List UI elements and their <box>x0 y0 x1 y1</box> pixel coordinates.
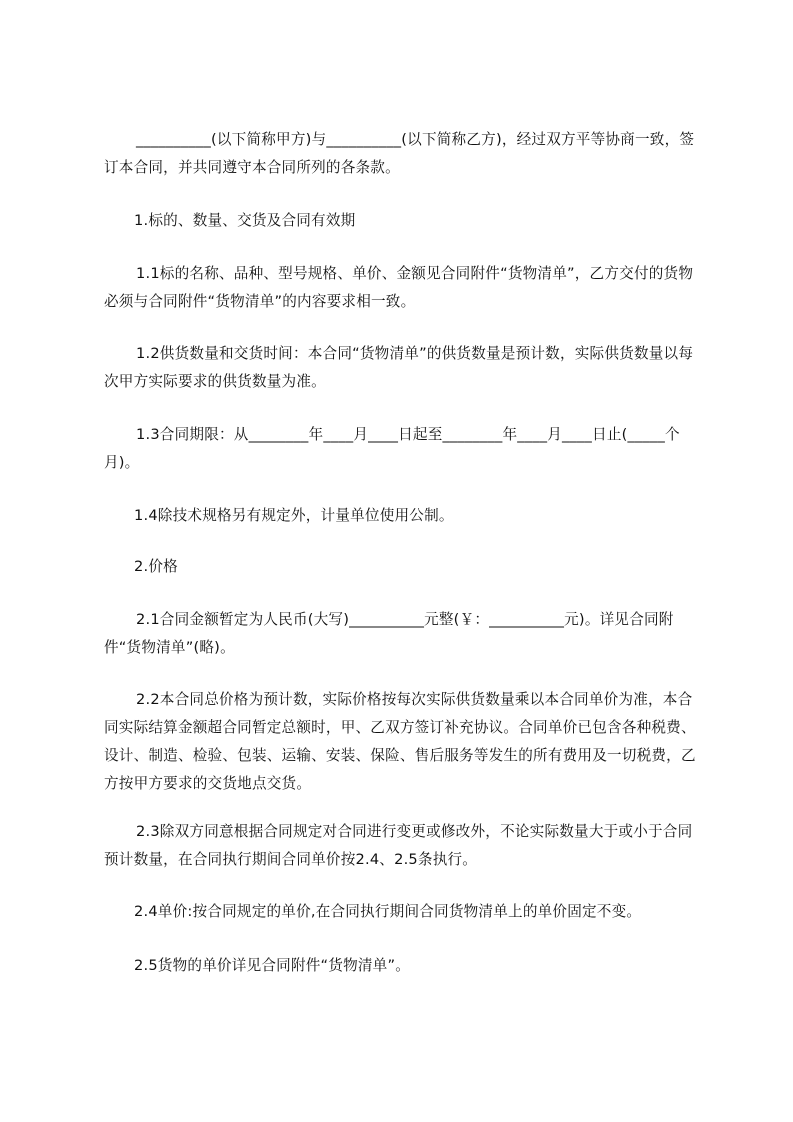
clause-2-3 <box>104 818 704 874</box>
clause-2-3-text: 2.3除双方同意根据合同规定对合同进行变更或修改外，不论实际数量大于或小于合同预计数量，在合同执行期间合同单价按2.4、2.5条执行。 <box>104 823 693 868</box>
section-1-heading: 1.标的、数量、交货及合同有效期 <box>134 212 356 229</box>
clause-1-2 <box>104 340 704 396</box>
clause-1-1 <box>104 260 704 316</box>
clause-1-1-text: 1.1标的名称、品种、型号规格、单价、金额见合同附件“货物清单”，乙方交付的货物必须与合同附件“货物清单”的内容要求相一致。 <box>104 265 694 310</box>
clause-2-5: 2.5货物的单价详见合同附件“货物清单”。 <box>134 957 411 974</box>
intro-paragraph <box>104 126 704 182</box>
clause-2-1-text: 2.1合同金额暂定为人民币(大写)__________元整(￥：__________元)。详见合同附件“货物清单”(略)。 <box>104 611 674 656</box>
section-2-heading: 2.价格 <box>134 558 178 575</box>
clause-1-3-text: 1.3合同期限：从________年____月____日起至________年____月____日止(_____个月)。 <box>104 426 680 471</box>
clause-1-3 <box>104 421 704 477</box>
clause-2-2 <box>104 686 704 798</box>
clause-2-2-text: 2.2本合同总价格为预计数，实际价格按每次实际供货数量乘以本合同单价为准，本合同实际结算金额超合同暂定总额时，甲、乙双方签订补充协议。合同单价已包含各种税费、设计、制造、检验、包装、运输、安装、保险、售后服务等发生的所有费用及一切税费，乙方按甲方要求的交货地点交货。 <box>104 691 696 792</box>
clause-1-4: 1.4除技术规格另有规定外，计量单位使用公制。 <box>134 507 454 524</box>
clause-2-1 <box>104 606 704 662</box>
intro-text: __________(以下简称甲方)与__________(以下简称乙方)，经过双方平等协商一致，签订本合同，并共同遵守本合同所列的各条款。 <box>104 131 695 176</box>
clause-2-4: 2.4单价:按合同规定的单价,在合同执行期间合同货物清单上的单价固定不变。 <box>134 903 642 920</box>
clause-1-2-text: 1.2供货数量和交货时间：本合同“货物清单”的供货数量是预计数，实际供货数量以每次甲方实际要求的供货数量为准。 <box>104 345 694 390</box>
